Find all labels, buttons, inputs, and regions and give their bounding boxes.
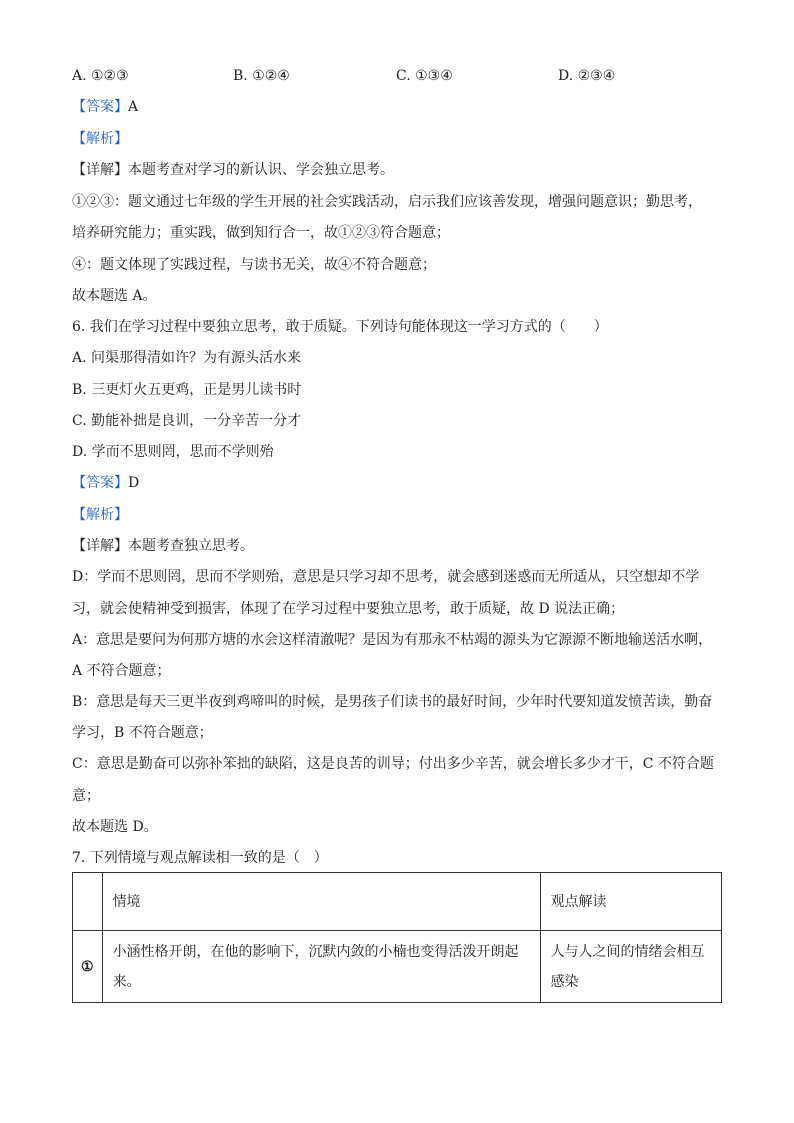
detail-tag: 【详解】 <box>72 162 128 178</box>
header-cell-scenario: 情境 <box>102 873 540 931</box>
table-header-row <box>73 873 722 931</box>
scenario-cell <box>102 931 540 1003</box>
detail-text: 本题考查对学习的新认识、学会独立思考。 <box>128 162 394 178</box>
q6-option-d: D. 学而不思则罔，思而不学则殆 <box>72 444 274 460</box>
q6-explain-line: 意； <box>72 788 100 804</box>
q5-detail-line <box>72 160 394 180</box>
view-line: 感染 <box>550 973 579 990</box>
q6-explain-line: 学习，B 不符合题意； <box>72 725 213 741</box>
row-number: ① <box>73 931 103 1003</box>
q5-option-c: C. ①③④ <box>396 68 453 84</box>
q6-explain-line: A：意思是要问为何那方塘的水会这样清澈呢？是因为有那永不枯竭的源头为它源源不断地输送活水啊， <box>72 632 713 648</box>
analysis-tag: 【解析】 <box>72 507 128 523</box>
q6-option-b: B. 三更灯火五更鸡，正是男儿读书时 <box>72 382 302 398</box>
q7-table <box>72 872 722 1003</box>
answer-tag: 【答案】 <box>72 99 128 115</box>
q6-option-a: A. 问渠那得清如许？为有源头活水来 <box>72 350 302 366</box>
detail-tag: 【详解】 <box>72 538 128 554</box>
q5-explain-2: 培养研究能力；重实践，做到知行合一，故①②③符合题意； <box>72 225 450 241</box>
q5-explain-1: ①②③：题文通过七年级的学生开展的社会实践活动，启示我们应该善发现，增强问题意识；勤思考， <box>72 194 702 210</box>
q6-explain-line: A 不符合题意； <box>72 663 171 679</box>
q6-explain-line: C：意思是勤奋可以弥补笨拙的缺陷，这是良苦的训导；付出多少辛苦，就会增长多少才干，C 不符合题 <box>72 756 714 772</box>
answer-tag: 【答案】 <box>72 475 128 491</box>
q5-conclusion: 故本题选 A。 <box>72 288 157 304</box>
q5-option-b: B. ①②④ <box>233 68 290 84</box>
table-row <box>73 931 722 1003</box>
scenario-line: 来。 <box>112 973 141 990</box>
view-cell <box>540 931 721 1003</box>
q5-explain-3: ④：题文体现了实践过程，与读书无关，故④不符合题意； <box>72 257 436 273</box>
q5-option-a: A. ①②③ <box>72 68 129 84</box>
answer-value: D <box>128 475 140 491</box>
scenario-line: 小涵性格开朗，在他的影响下，沉默内敛的小楠也变得活泼开朗起 <box>112 943 519 960</box>
header-cell-num <box>73 873 103 931</box>
q5-option-d: D. ②③④ <box>558 68 616 84</box>
q6-explain-line: D：学而不思则罔，思而不学则殆，意思是只学习却不思考，就会感到迷惑而无所适从，只空想却不学 <box>72 569 700 585</box>
q7-stem: 7. 下列情境与观点解读相一致的是（ ） <box>72 850 328 866</box>
header-cell-view: 观点解读 <box>540 873 721 931</box>
view-line: 人与人之间的情绪会相互 <box>550 943 705 960</box>
q6-stem: 6. 我们在学习过程中要独立思考，敢于质疑。下列诗句能体现这一学习方式的（ ） <box>72 319 608 335</box>
answer-value: A <box>128 99 139 115</box>
q6-explain-line: 习，就会使精神受到损害，体现了在学习过程中要独立思考，敢于质疑，故 D 说法正确； <box>72 601 625 617</box>
q6-answer-line <box>72 473 139 493</box>
q6-detail-line <box>72 536 254 556</box>
q6-conclusion: 故本题选 D。 <box>72 819 158 835</box>
analysis-tag: 【解析】 <box>72 131 128 147</box>
q5-answer-line <box>72 97 138 117</box>
q6-explain-line: B：意思是每天三更半夜到鸡啼叫的时候，是男孩子们读书的最好时间，少年时代要知道发愤苦读，勤奋 <box>72 694 713 710</box>
detail-text: 本题考查独立思考。 <box>128 538 254 554</box>
q6-option-c: C. 勤能补拙是良训，一分辛苦一分才 <box>72 413 302 429</box>
q5-analysis-tag <box>72 129 128 149</box>
q6-analysis-tag <box>72 505 128 525</box>
